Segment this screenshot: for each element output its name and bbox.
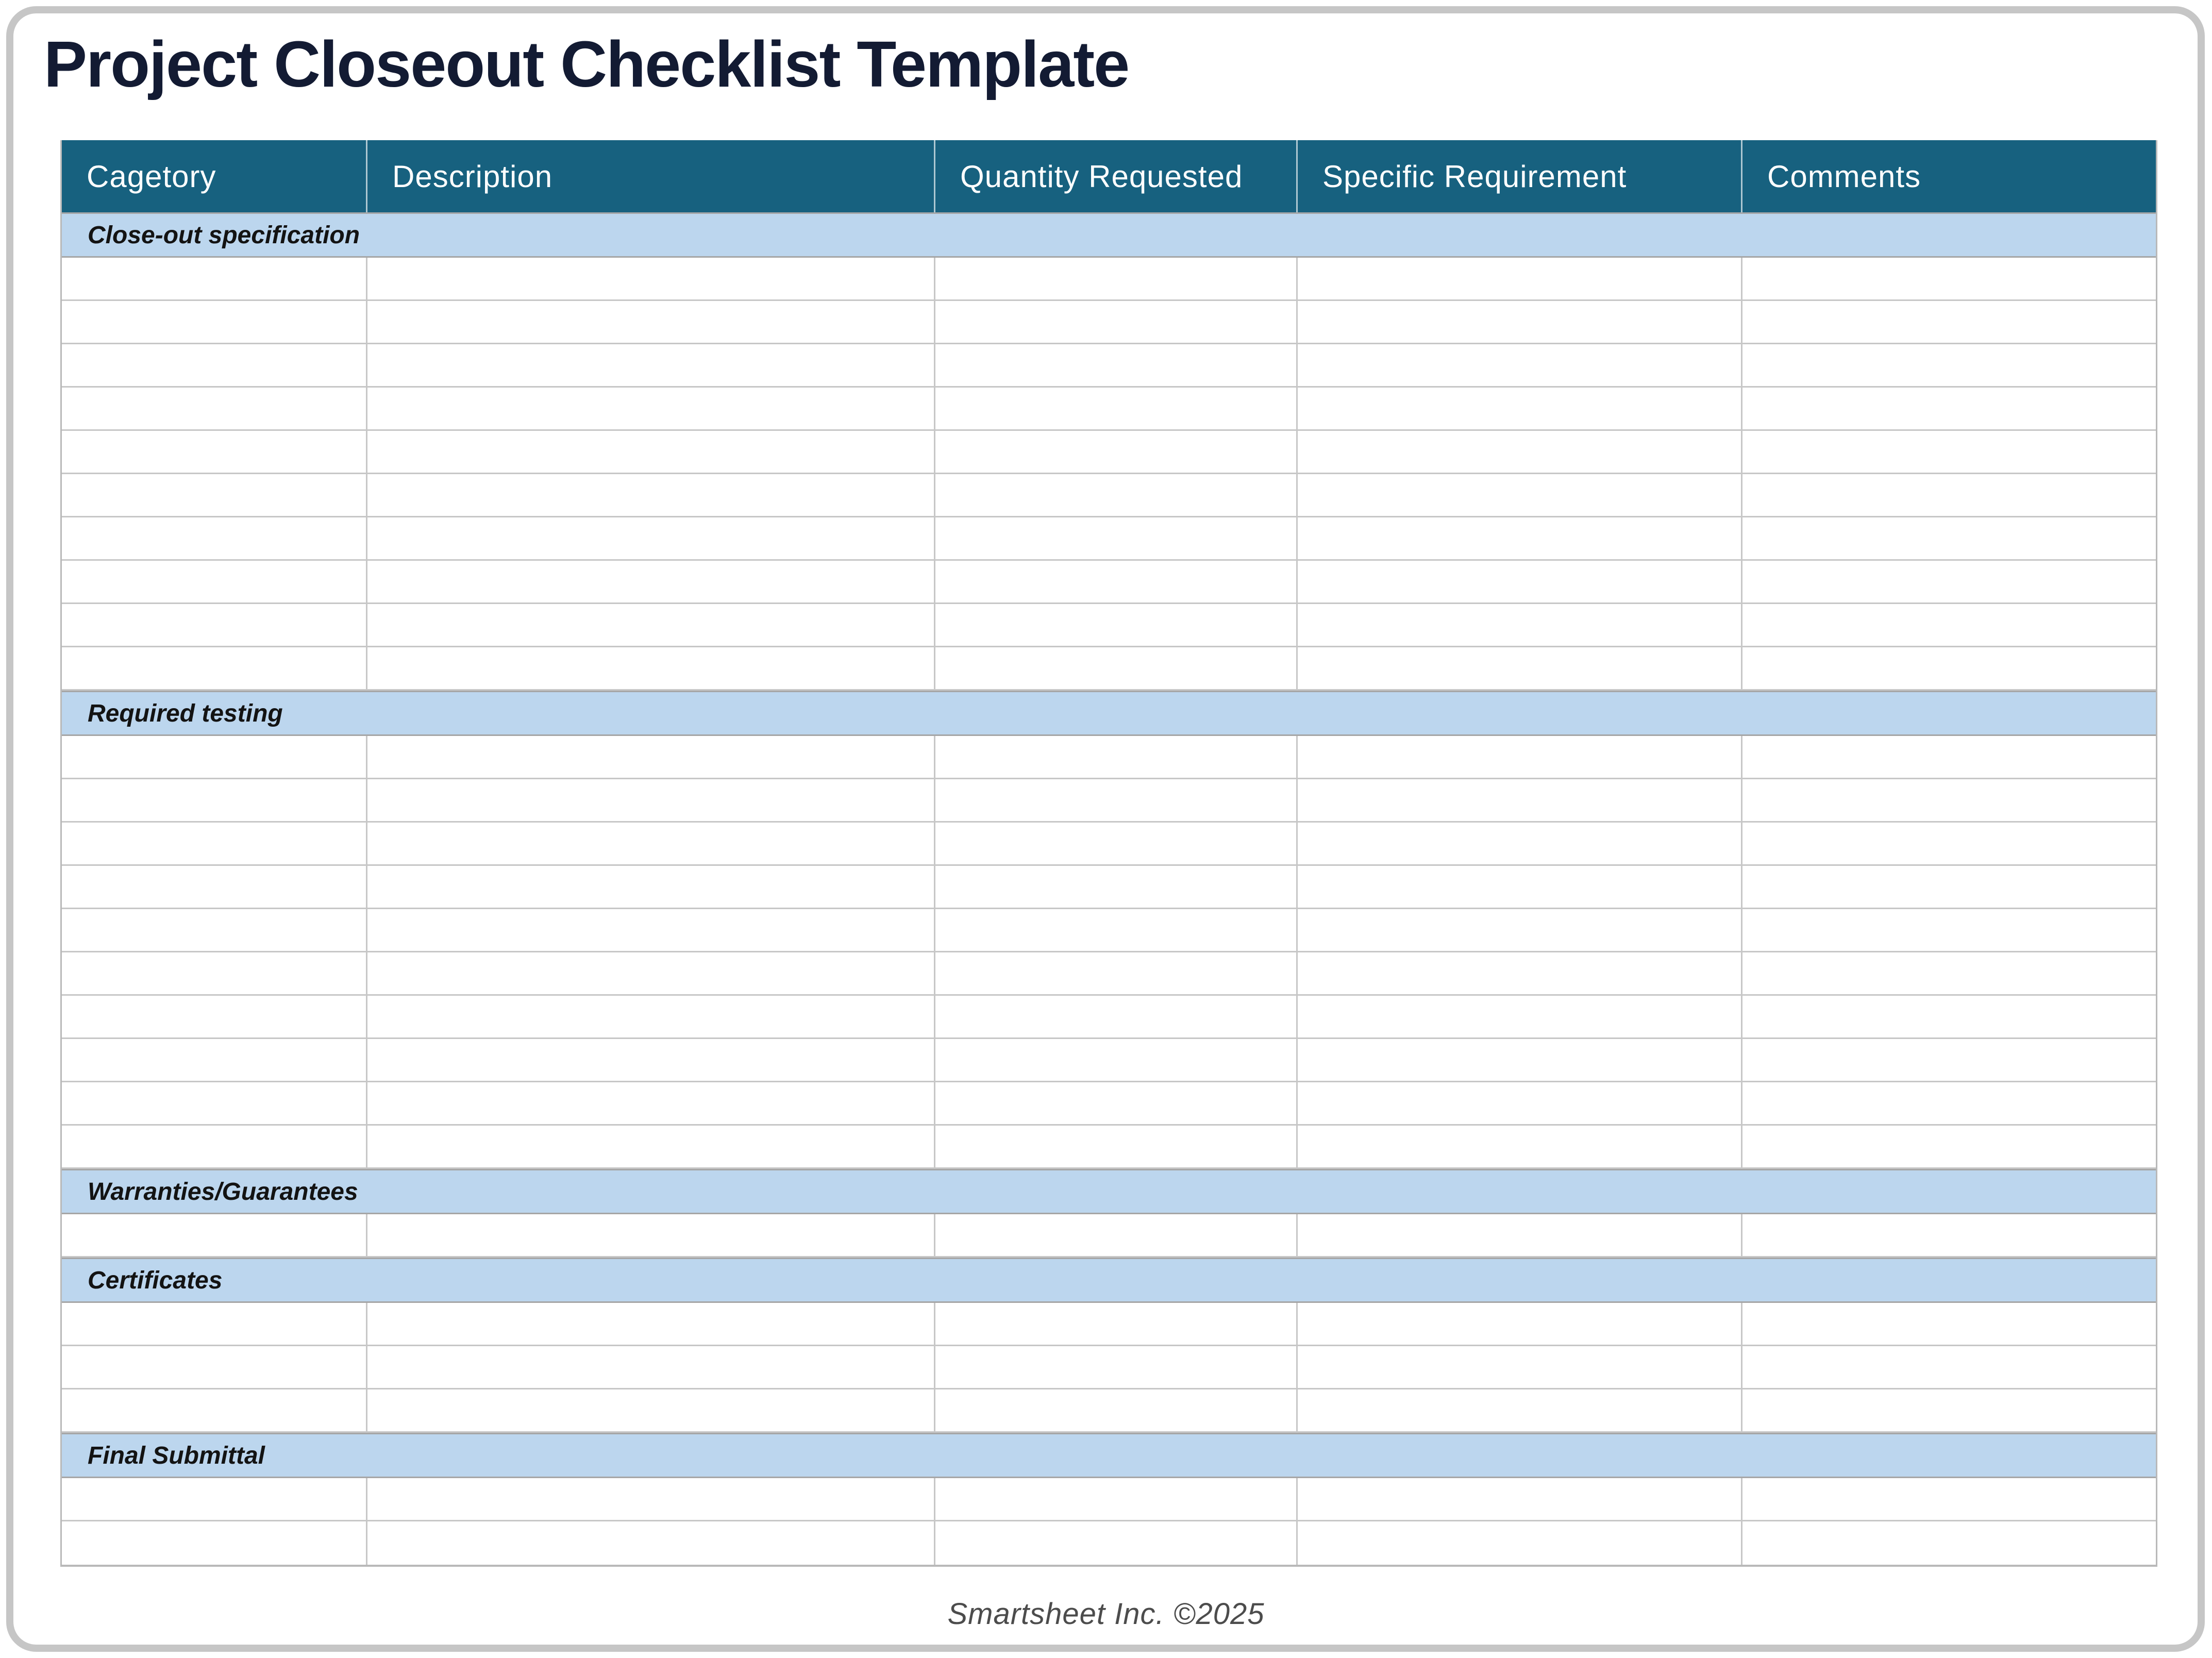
table-cell (1298, 561, 1742, 602)
table-cell (62, 1478, 367, 1520)
table-cell (1742, 517, 2156, 559)
table-cell (62, 604, 367, 646)
table-cell (1742, 1082, 2156, 1124)
table-row (62, 1478, 2156, 1521)
table-cell (935, 996, 1298, 1037)
table-cell (1298, 1303, 1742, 1345)
table-cell (1298, 1214, 1742, 1256)
table-cell (62, 474, 367, 516)
section-header-certificates: Certificates (62, 1258, 2156, 1303)
table-row (62, 779, 2156, 823)
table-cell (1298, 779, 1742, 821)
table-row (62, 561, 2156, 604)
table-cell (1742, 561, 2156, 602)
table-cell (1742, 779, 2156, 821)
table-cell (367, 1303, 935, 1345)
table-cell (367, 1214, 935, 1256)
table-row (62, 1389, 2156, 1433)
table-row (62, 996, 2156, 1039)
table-cell (1298, 388, 1742, 429)
table-cell (935, 1346, 1298, 1388)
table-cell (1298, 1478, 1742, 1520)
table-cell (935, 1478, 1298, 1520)
table-cell (1742, 736, 2156, 778)
table-row (62, 388, 2156, 431)
table-cell (62, 823, 367, 864)
table-cell (367, 431, 935, 473)
table-cell (1742, 344, 2156, 386)
section-header-close-out-specification: Close-out specification (62, 212, 2156, 258)
table-cell (62, 561, 367, 602)
table-row (62, 1126, 2156, 1169)
table-cell (367, 388, 935, 429)
table-cell (1742, 823, 2156, 864)
table-cell (1298, 1039, 1742, 1081)
table-cell (935, 952, 1298, 994)
table-cell (367, 1389, 935, 1431)
table-row (62, 1521, 2156, 1565)
table-cell (1298, 823, 1742, 864)
table-cell (1742, 431, 2156, 473)
table-cell (1742, 388, 2156, 429)
table-cell (1298, 301, 1742, 343)
table-cell (367, 258, 935, 299)
table-cell (62, 344, 367, 386)
table-cell (62, 431, 367, 473)
table-cell (1742, 1389, 2156, 1431)
table-cell (1298, 1389, 1742, 1431)
table-row (62, 736, 2156, 779)
table-cell (62, 996, 367, 1037)
column-header-description: Description (367, 140, 935, 212)
table-body (62, 212, 2156, 1565)
table-cell (62, 258, 367, 299)
table-row (62, 258, 2156, 301)
column-header-quantity-requested: Quantity Requested (935, 140, 1298, 212)
table-cell (1742, 996, 2156, 1037)
table-row (62, 952, 2156, 996)
table-row (62, 1346, 2156, 1389)
table-row (62, 1082, 2156, 1126)
table-cell (1742, 647, 2156, 689)
table-cell (62, 1082, 367, 1124)
table-cell (1298, 866, 1742, 908)
table-cell (1298, 474, 1742, 516)
table-cell (62, 952, 367, 994)
table-cell (62, 517, 367, 559)
table-cell (367, 909, 935, 951)
table-row (62, 1303, 2156, 1346)
table-cell (367, 344, 935, 386)
table-cell (367, 561, 935, 602)
table-cell (367, 517, 935, 559)
table-cell (935, 258, 1298, 299)
table-cell (935, 301, 1298, 343)
table-cell (1742, 1303, 2156, 1345)
table-cell (62, 909, 367, 951)
table-cell (1298, 1126, 1742, 1167)
table-cell (367, 736, 935, 778)
table-cell (367, 1521, 935, 1565)
table-cell (367, 647, 935, 689)
table-cell (367, 952, 935, 994)
table-cell (367, 474, 935, 516)
table-cell (1742, 1039, 2156, 1081)
table-cell (1298, 909, 1742, 951)
checklist-table (60, 140, 2157, 1567)
table-cell (935, 388, 1298, 429)
table-cell (935, 1521, 1298, 1565)
table-cell (935, 517, 1298, 559)
table-cell (1298, 736, 1742, 778)
table-cell (367, 1039, 935, 1081)
table-cell (62, 1126, 367, 1167)
table-cell (367, 1478, 935, 1520)
table-cell (1742, 301, 2156, 343)
table-cell (367, 1126, 935, 1167)
table-cell (935, 823, 1298, 864)
table-cell (62, 647, 367, 689)
table-row (62, 647, 2156, 691)
table-cell (62, 1389, 367, 1431)
table-row (62, 866, 2156, 909)
section-header-required-testing: Required testing (62, 691, 2156, 736)
table-cell (935, 431, 1298, 473)
table-cell (935, 647, 1298, 689)
table-cell (935, 474, 1298, 516)
table-cell (1742, 909, 2156, 951)
table-cell (367, 823, 935, 864)
table-cell (935, 1214, 1298, 1256)
table-cell (1298, 952, 1742, 994)
column-header-comments: Comments (1767, 159, 1921, 194)
table-cell (62, 1521, 367, 1565)
table-cell (62, 388, 367, 429)
table-row (62, 909, 2156, 952)
table-cell (935, 1082, 1298, 1124)
table-header-row (62, 140, 2156, 212)
table-row (62, 431, 2156, 474)
table-row (62, 517, 2156, 561)
table-cell (935, 561, 1298, 602)
table-row (62, 1214, 2156, 1258)
table-cell (935, 779, 1298, 821)
column-header-category: Cagetory (62, 140, 367, 212)
table-cell (1298, 1346, 1742, 1388)
table-cell (1298, 1082, 1742, 1124)
table-cell (1298, 604, 1742, 646)
table-cell (1742, 1478, 2156, 1520)
table-row (62, 1039, 2156, 1082)
table-cell (1742, 866, 2156, 908)
table-cell (62, 1214, 367, 1256)
section-header-final-submittal: Final Submittal (62, 1433, 2156, 1478)
table-row (62, 604, 2156, 647)
table-row (62, 301, 2156, 344)
table-cell (367, 866, 935, 908)
table-cell (1742, 1126, 2156, 1167)
column-header-specific-requirement: Specific Requirement (1298, 140, 1742, 212)
table-cell (1298, 647, 1742, 689)
table-cell (62, 301, 367, 343)
table-cell (62, 1303, 367, 1345)
table-cell (935, 344, 1298, 386)
table-row (62, 823, 2156, 866)
table-cell (935, 1303, 1298, 1345)
table-cell (367, 1346, 935, 1388)
table-cell (1742, 258, 2156, 299)
table-cell (1298, 344, 1742, 386)
table-cell (1298, 996, 1742, 1037)
table-cell (935, 1126, 1298, 1167)
section-header-warranties-guarantees: Warranties/Guarantees (62, 1169, 2156, 1214)
table-cell (935, 909, 1298, 951)
table-cell (1742, 952, 2156, 994)
table-cell (1742, 1521, 2156, 1565)
table-cell (62, 866, 367, 908)
table-cell (1742, 1214, 2156, 1256)
table-cell (62, 779, 367, 821)
table-cell (367, 1082, 935, 1124)
table-cell (367, 779, 935, 821)
table-row (62, 344, 2156, 388)
table-cell (1742, 1346, 2156, 1388)
table-cell (935, 866, 1298, 908)
table-cell (935, 1389, 1298, 1431)
table-cell (367, 996, 935, 1037)
table-row (62, 474, 2156, 517)
footer-credit: Smartsheet Inc. ©2025 (947, 1597, 1265, 1631)
page-title: Project Closeout Checklist Template (44, 28, 1129, 101)
table-cell (367, 604, 935, 646)
table-cell (1298, 431, 1742, 473)
table-cell (1298, 1521, 1742, 1565)
table-cell (1298, 517, 1742, 559)
table-cell (935, 1039, 1298, 1081)
table-cell (935, 736, 1298, 778)
table-cell (935, 604, 1298, 646)
table-cell (1742, 604, 2156, 646)
table-cell (367, 301, 935, 343)
table-cell (62, 1039, 367, 1081)
table-cell (1298, 258, 1742, 299)
table-cell (62, 736, 367, 778)
table-cell (1742, 474, 2156, 516)
table-cell (62, 1346, 367, 1388)
